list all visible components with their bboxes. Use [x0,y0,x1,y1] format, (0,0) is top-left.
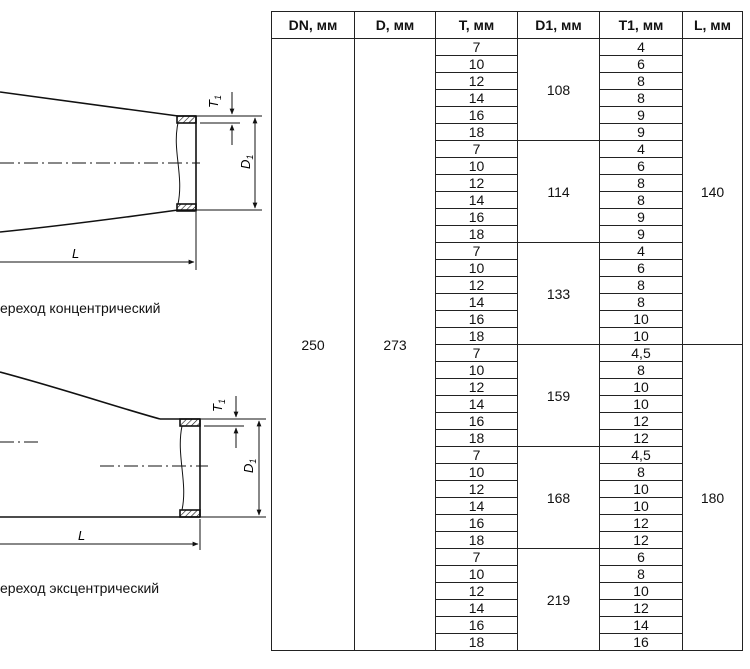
d1-dim-label-top: $D_1$ [238,154,255,169]
cell-t1: 12 [600,600,683,617]
cell-t1: 12 [600,413,683,430]
cell-t: 16 [436,311,518,328]
table-header-row [272,12,743,39]
cell-t1: 4,5 [600,447,683,464]
cell-t1: 14 [600,617,683,634]
cell-t1: 8 [600,73,683,90]
cell-t: 12 [436,277,518,294]
header-t1: T1, мм [600,12,683,39]
cell-t1: 10 [600,328,683,345]
cell-t: 18 [436,124,518,141]
cell-t: 12 [436,379,518,396]
cell-t1: 8 [600,175,683,192]
header-t: T, мм [436,12,518,39]
cell-t1: 8 [600,294,683,311]
cell-t: 10 [436,56,518,73]
cell-t1: 8 [600,277,683,294]
cell-t: 14 [436,498,518,515]
cell-t: 7 [436,141,518,158]
cell-t: 7 [436,447,518,464]
cell-t1: 4 [600,39,683,56]
l-dim-label-top: L [72,246,80,261]
cell-d1: 114 [518,141,600,243]
cell-t: 14 [436,90,518,107]
cell-t1: 12 [600,515,683,532]
cell-t: 7 [436,549,518,566]
cell-t1: 8 [600,566,683,583]
cell-t1: 8 [600,464,683,481]
cell-t1: 12 [600,430,683,447]
cell-d1: 159 [518,345,600,447]
dim-subscript: 1 [245,154,255,160]
cell-t1: 16 [600,634,683,651]
cell-t: 16 [436,209,518,226]
cell-t1: 8 [600,192,683,209]
cell-d1: 219 [518,549,600,651]
d1-dim-label-bottom: $D_1$ [241,458,258,473]
cell-t: 12 [436,73,518,90]
header-d1: D1, мм [518,12,600,39]
reducer-drawings [0,0,272,669]
dimensions-table [271,11,743,651]
cell-t1: 10 [600,481,683,498]
cell-t1: 8 [600,90,683,107]
cell-t1: 4,5 [600,345,683,362]
cell-t: 7 [436,243,518,260]
cell-t: 18 [436,226,518,243]
eccentric-caption: ереход эксцентрический [0,580,160,596]
cell-dn: 250 [272,39,355,651]
cell-t: 12 [436,175,518,192]
cell-d1: 108 [518,39,600,141]
cell-t: 14 [436,294,518,311]
cell-t: 7 [436,39,518,56]
header-dn: DN, мм [272,12,355,39]
table-row [272,39,743,56]
cell-l: 180 [683,345,743,651]
cell-t: 18 [436,634,518,651]
cell-t1: 9 [600,107,683,124]
cell-t1: 10 [600,311,683,328]
cell-t1: 9 [600,124,683,141]
cell-t1: 6 [600,158,683,175]
cell-t: 10 [436,362,518,379]
cell-t: 10 [436,260,518,277]
cell-t: 18 [436,532,518,549]
cell-l: 140 [683,39,743,345]
cell-t: 12 [436,481,518,498]
table-body [272,39,743,651]
cell-t1: 9 [600,209,683,226]
cell-t1: 6 [600,56,683,73]
dim-subscript: 1 [248,458,258,464]
cell-t: 18 [436,328,518,345]
cell-t: 7 [436,345,518,362]
t1-dim-label-bottom: $T_1$ [210,399,227,412]
cell-t: 16 [436,515,518,532]
cell-t1: 8 [600,362,683,379]
cell-t: 16 [436,617,518,634]
cell-t1: 6 [600,549,683,566]
cell-t: 10 [436,566,518,583]
cell-t1: 10 [600,396,683,413]
cell-t: 16 [436,107,518,124]
cell-t1: 4 [600,243,683,260]
eccentric-reducer-drawing [0,372,266,550]
cell-t: 14 [436,396,518,413]
cell-t: 16 [436,413,518,430]
cell-t1: 10 [600,583,683,600]
dim-subscript: 1 [217,399,227,405]
l-dim-label-bottom: L [78,528,86,543]
cell-t1: 6 [600,260,683,277]
t1-dim-label-top: $T_1$ [206,95,223,108]
cell-t: 10 [436,158,518,175]
cell-d1: 133 [518,243,600,345]
cell-t: 18 [436,430,518,447]
cell-d: 273 [355,39,436,651]
cell-d1: 168 [518,447,600,549]
cell-t1: 10 [600,379,683,396]
cell-t1: 9 [600,226,683,243]
dim-subscript: 1 [213,95,223,101]
cell-t1: 12 [600,532,683,549]
header-d: D, мм [355,12,436,39]
cell-t: 12 [436,583,518,600]
concentric-caption: ереход концентрический [0,300,161,316]
cell-t: 10 [436,464,518,481]
header-l: L, мм [683,12,743,39]
concentric-reducer-drawing [0,92,262,270]
cell-t1: 4 [600,141,683,158]
cell-t: 14 [436,192,518,209]
cell-t: 14 [436,600,518,617]
cell-t1: 10 [600,498,683,515]
